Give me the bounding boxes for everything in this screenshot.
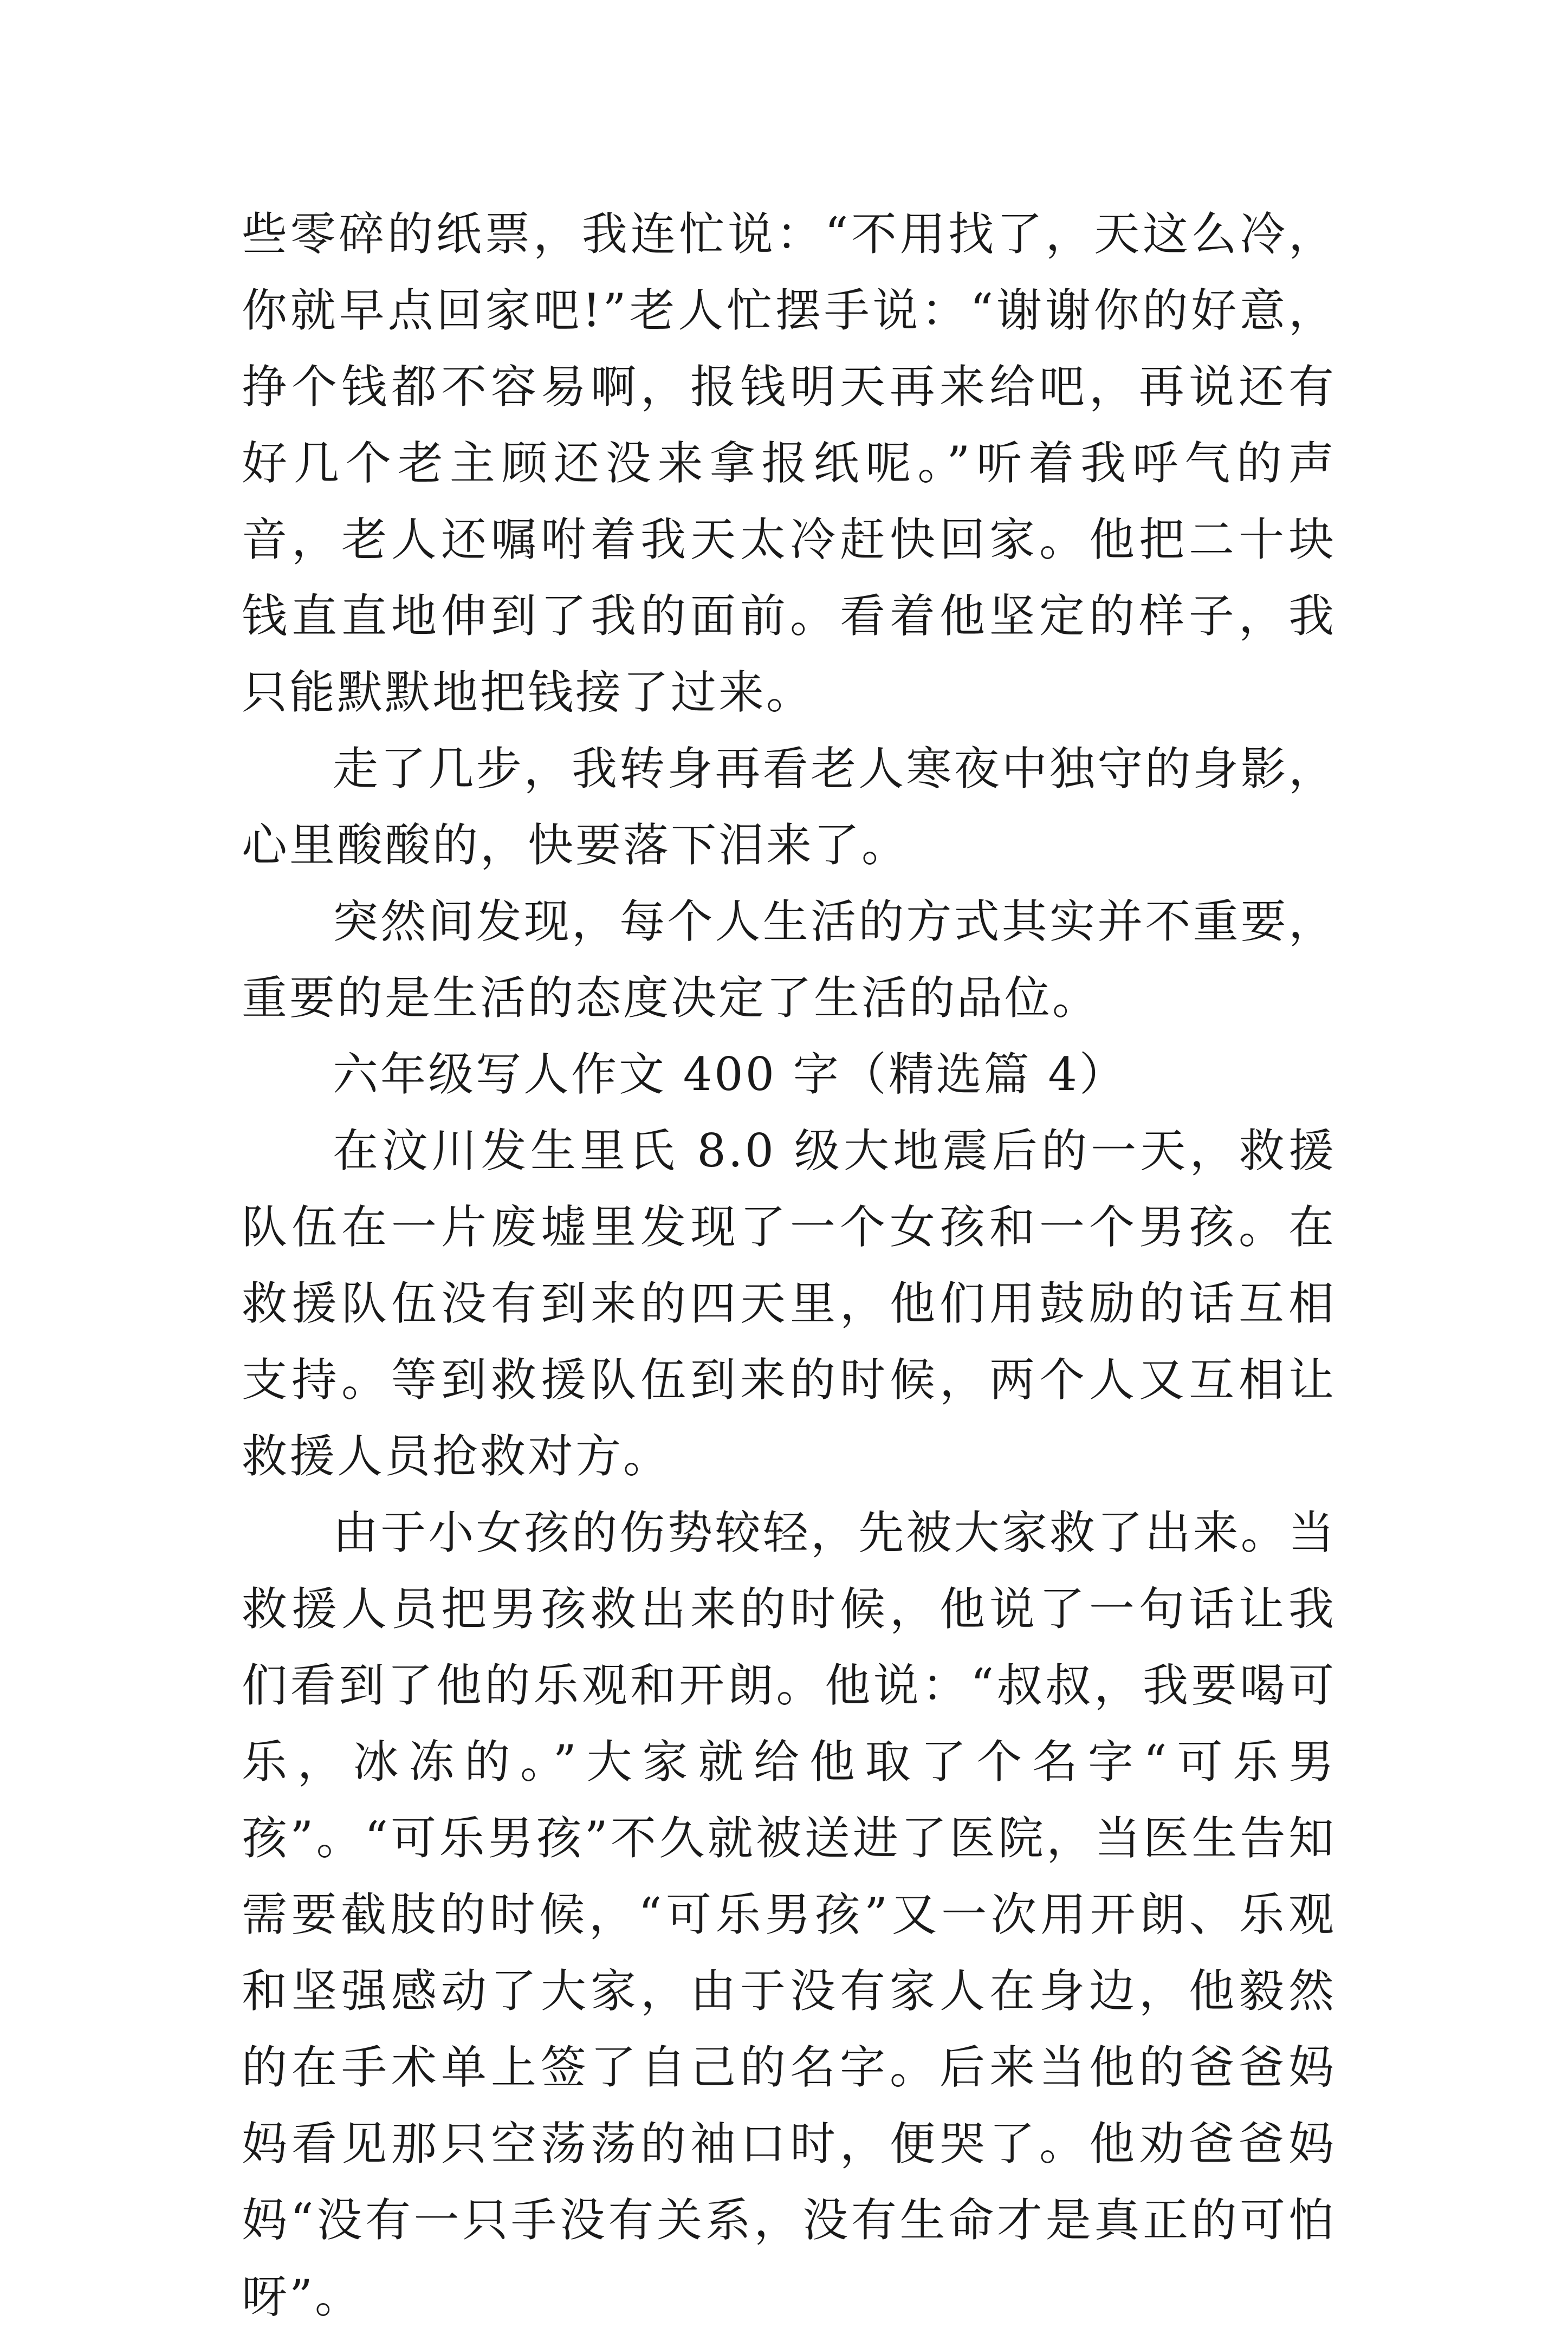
section-heading: 六年级写人作文 400 字（精选篇 4） [333, 1048, 1127, 1101]
paragraph-earthquake: 在汶川发生里氏 8.0 级大地震后的一天，救援队伍在一片废墟里发现了一个女孩和一个男孩。在救援队伍没有到来的四天里，他们用鼓励的话互相支持。等到救援队伍到来的时候，两个人又互相让救援人员抢救对方。 [242, 1124, 1336, 1483]
paragraph-life-attitude: 突然间发现，每个人生活的方式其实并不重要，重要的是生活的态度决定了生活的品位。 [242, 895, 1336, 1024]
paragraph-newspaper-seller: 些零碎的纸票，我连忙说：“不用找了，天这么冷，你就早点回家吧!”老人忙摆手说：“谢谢你的好意，挣个钱都不容易啊，报钱明天再来给吧，再说还有好几个老主顾还没来拿报纸呢。”听着我呼气的声音，老人还嘱咐着我天太冷赶快回家。他把二十块钱直直地伸到了我的面前。看着他坚定的样子，我只能默默地把钱接了过来。 [242, 207, 1336, 719]
paragraph-looking-back: 走了几步，我转身再看老人寒夜中独守的身影，心里酸酸的，快要落下泪来了。 [242, 742, 1336, 872]
document-body [242, 196, 1336, 2335]
paragraph-cola-boy: 由于小女孩的伤势较轻，先被大家救了出来。当救援人员把男孩救出来的时候，他说了一句话让我们看到了他的乐观和开朗。他说：“叔叔，我要喝可乐，冰冻的。”大家就给他取了个名字“可乐男孩”。“可乐男孩”不久就被送进了医院，当医生告知需要截肢的时候，“可乐男孩”又一次用开朗、乐观和坚强感动了大家，由于没有家人在身边，他毅然的在手术单上签了自己的名字。后来当他的爸爸妈妈看见那只空荡荡的袖口时，便哭了。他劝爸爸妈妈“没有一只手没有关系，没有生命才是真正的可怕呀”。 [242, 1506, 1336, 2323]
